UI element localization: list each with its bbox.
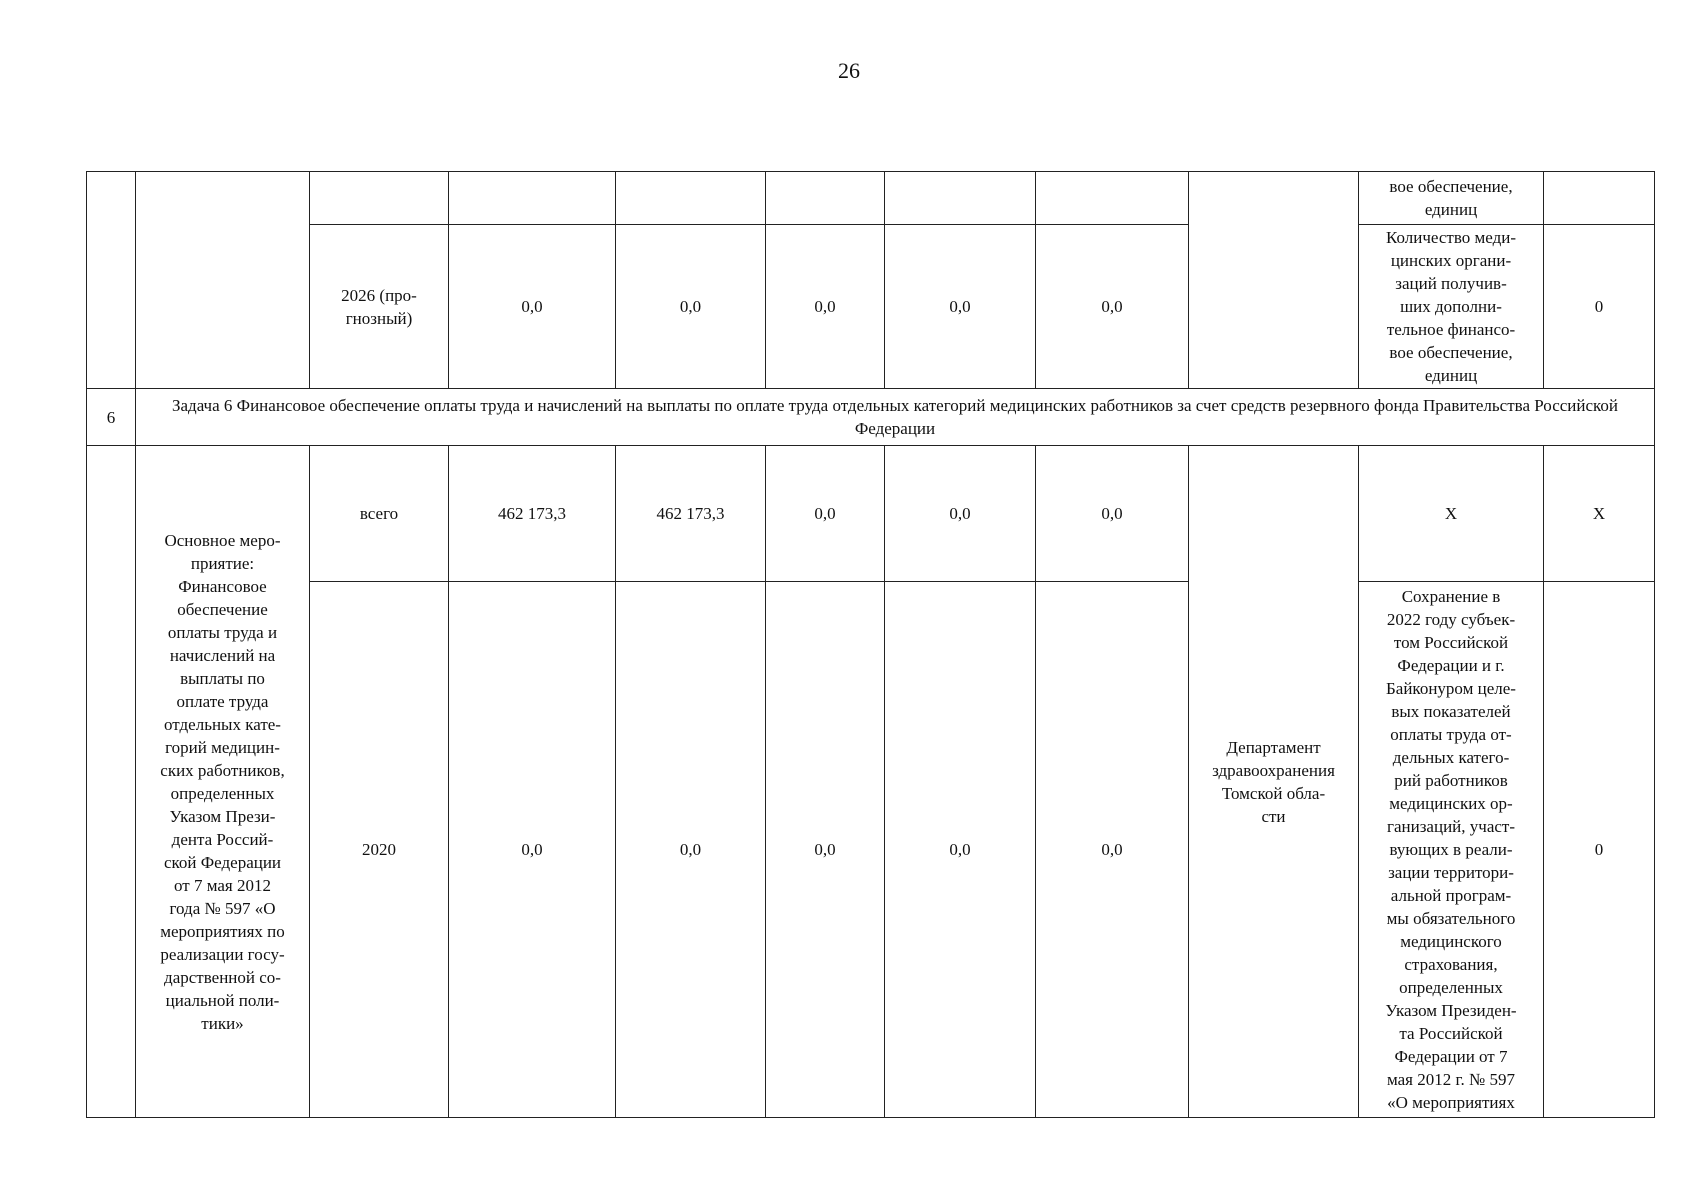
value-cell: 0,0 <box>1036 446 1189 582</box>
value-cell <box>1036 172 1189 225</box>
year-cell: 2020 <box>310 582 449 1118</box>
indicator-cell: Сохранение в 2022 году субъек- том Российской Федерации и г. Байконуром целе- вых показателей оплаты труда от- дельных катего- рий работников медицинских ор- ганизаций, участ- вующих в реали- зации территори- альной програм- мы обязательного медицинского страхования, определенных Указом Президен- та Российской Федерации от 7 мая 2012 г. № 597 «О мероприятиях <box>1359 582 1544 1118</box>
year-cell <box>310 172 449 225</box>
value-cell: 0,0 <box>885 582 1036 1118</box>
task-row <box>87 389 1655 446</box>
indicator-value-cell: 0 <box>1544 225 1655 389</box>
value-cell <box>449 172 616 225</box>
activity-name-cell: Основное меро- приятие: Финансовое обеспечение оплаты труда и начислений на выплаты по оплате труда отдельных кате- горий медицин- ских работников, определенных Указом Прези- дента Россий- ской Федерации от 7 мая 2012 года № 597 «О мероприятиях по реализации госу- дарственной со- циальной поли- тики» <box>136 446 310 1118</box>
executor-cell: Департамент здравоохранения Томской обла- сти <box>1189 446 1359 1118</box>
table-row <box>87 446 1655 582</box>
value-cell <box>885 172 1036 225</box>
table-row <box>87 582 1655 1118</box>
year-cell: всего <box>310 446 449 582</box>
value-cell: 0,0 <box>766 225 885 389</box>
value-cell <box>616 172 766 225</box>
page-number: 26 <box>838 58 860 83</box>
executor-cell <box>1189 172 1359 389</box>
indicator-value-cell: Х <box>1544 446 1655 582</box>
value-cell: 0,0 <box>885 225 1036 389</box>
value-cell: 0,0 <box>766 582 885 1118</box>
value-cell: 0,0 <box>616 582 766 1118</box>
indicator-cell: Количество меди- цинских органи- заций получив- ших дополни- тельное финансо- вое обеспечение, единиц <box>1359 225 1544 389</box>
indicator-cell: Х <box>1359 446 1544 582</box>
value-cell: 462 173,3 <box>449 446 616 582</box>
row-number-cell <box>87 446 136 1118</box>
indicator-value-cell <box>1544 172 1655 225</box>
indicator-cell: вое обеспечение, единиц <box>1359 172 1544 225</box>
value-cell: 462 173,3 <box>616 446 766 582</box>
table-row <box>87 225 1655 389</box>
year-cell: 2026 (про- гнозный) <box>310 225 449 389</box>
table-row <box>87 172 1655 225</box>
task-number-cell: 6 <box>87 389 136 446</box>
value-cell: 0,0 <box>616 225 766 389</box>
value-cell: 0,0 <box>1036 582 1189 1118</box>
value-cell <box>766 172 885 225</box>
row-number-cell <box>87 172 136 389</box>
task-title-cell: Задача 6 Финансовое обеспечение оплаты труда и начислений на выплаты по оплате труда отдельных категорий медицинских работников за счет средств резервного фонда Правительства Российской Федерации <box>136 389 1655 446</box>
value-cell: 0,0 <box>885 446 1036 582</box>
value-cell: 0,0 <box>449 225 616 389</box>
indicator-value-cell: 0 <box>1544 582 1655 1118</box>
activity-name-cell <box>136 172 310 389</box>
value-cell: 0,0 <box>449 582 616 1118</box>
value-cell: 0,0 <box>1036 225 1189 389</box>
value-cell: 0,0 <box>766 446 885 582</box>
program-table <box>86 171 1655 1118</box>
